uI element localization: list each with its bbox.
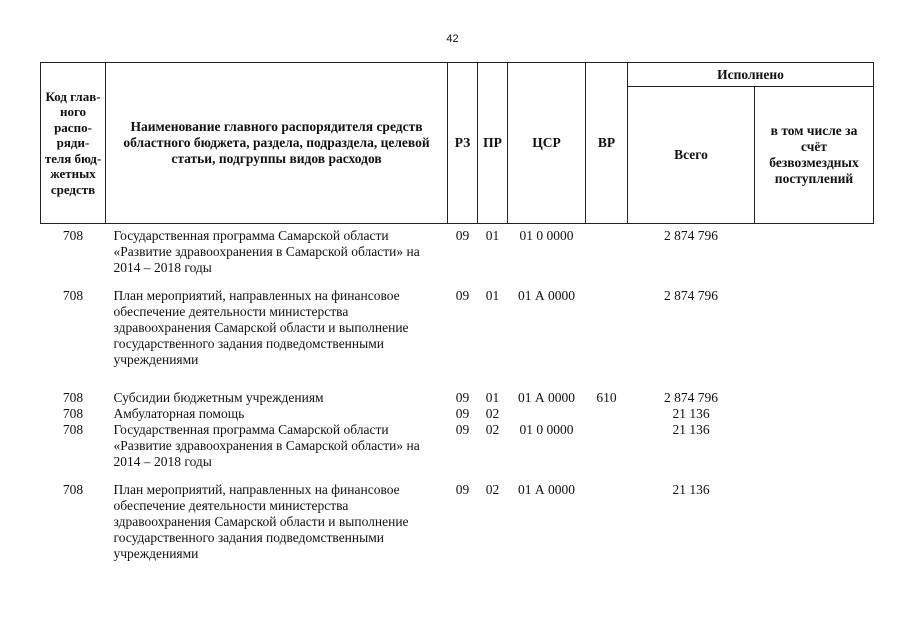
table-row: [41, 406, 874, 422]
cell-vr: 610: [596, 390, 617, 405]
cell-rz: 09: [455, 288, 470, 303]
cell-code: 708: [62, 288, 84, 303]
table-row: [41, 422, 874, 482]
cell-name: План мероприятий, направленных на финансовое обеспечение деятельности министерства здравоохранения Самарской области и выполнение государственного задания подведомственными учреждениями: [113, 288, 409, 367]
cell-csr: 01 А 0000: [518, 390, 575, 405]
cell-total: 2 874 796: [664, 288, 718, 303]
table-row: [41, 390, 874, 406]
header-executed: Исполнено: [628, 63, 874, 87]
cell-code: 708: [62, 390, 84, 405]
table-row: [41, 288, 874, 390]
cell-vr: [586, 482, 628, 562]
cell-code: 708: [62, 406, 84, 421]
cell-pr: 02: [485, 422, 500, 437]
cell-csr: 01 0 0000: [519, 228, 574, 243]
cell-incl: [755, 422, 874, 482]
cell-csr: [508, 406, 586, 422]
cell-incl: [755, 406, 874, 422]
cell-rz: 09: [455, 228, 470, 243]
cell-csr: 01 А 0000: [518, 288, 575, 303]
cell-vr: [586, 422, 628, 482]
cell-pr: 02: [485, 482, 500, 497]
header-name: Наименование главного распорядителя средств областного бюджета, раздела, подраздела, целевой статьи, подгруппы видов расходов: [106, 63, 448, 224]
cell-total: 2 874 796: [664, 228, 718, 243]
cell-rz: 09: [455, 406, 470, 421]
budget-table: [40, 62, 874, 562]
cell-code: 708: [62, 422, 84, 437]
cell-csr: 01 0 0000: [519, 422, 574, 437]
header-code: Код глав-ного распо-ряди-теля бюд-жетных средств: [41, 63, 106, 224]
cell-total: 21 136: [672, 422, 710, 437]
cell-name: План мероприятий, направленных на финансовое обеспечение деятельности министерства здравоохранения Самарской области и выполнение государственного задания подведомственными учреждениями: [113, 482, 409, 561]
page-number: 42: [446, 33, 459, 45]
cell-total: 2 874 796: [664, 390, 718, 405]
table-row: [41, 224, 874, 289]
cell-name: Амбулаторная помощь: [113, 406, 245, 421]
cell-total: 21 136: [672, 406, 710, 421]
cell-pr: 01: [485, 390, 500, 405]
cell-incl: [755, 390, 874, 406]
cell-csr: 01 А 0000: [518, 482, 575, 497]
cell-incl: [755, 288, 874, 390]
table-row: [41, 482, 874, 562]
cell-incl: [755, 482, 874, 562]
cell-pr: 01: [485, 288, 500, 303]
header-pr: ПР: [478, 63, 508, 224]
cell-vr: [586, 288, 628, 390]
cell-total: 21 136: [672, 482, 710, 497]
cell-vr: [586, 224, 628, 289]
header-vr: ВР: [586, 63, 628, 224]
cell-code: 708: [62, 482, 84, 497]
cell-incl: [755, 224, 874, 289]
cell-name: Субсидии бюджетным учреждениям: [113, 390, 324, 405]
header-total: Всего: [628, 87, 755, 224]
cell-rz: 09: [455, 390, 470, 405]
cell-pr: 02: [485, 406, 500, 421]
cell-name: Государственная программа Самарской области «Развитие здравоохранения в Самарской области» на 2014 – 2018 годы: [113, 228, 420, 275]
cell-rz: 09: [455, 482, 470, 497]
cell-code: 708: [62, 228, 84, 243]
cell-name: Государственная программа Самарской области «Развитие здравоохранения в Самарской области» на 2014 – 2018 годы: [113, 422, 420, 469]
header-csr: ЦСР: [508, 63, 586, 224]
header-rz: РЗ: [448, 63, 478, 224]
header-incl: в том числе за счёт безвозмездных поступлений: [755, 87, 874, 224]
cell-pr: 01: [485, 228, 500, 243]
cell-rz: 09: [455, 422, 470, 437]
cell-vr: [586, 406, 628, 422]
